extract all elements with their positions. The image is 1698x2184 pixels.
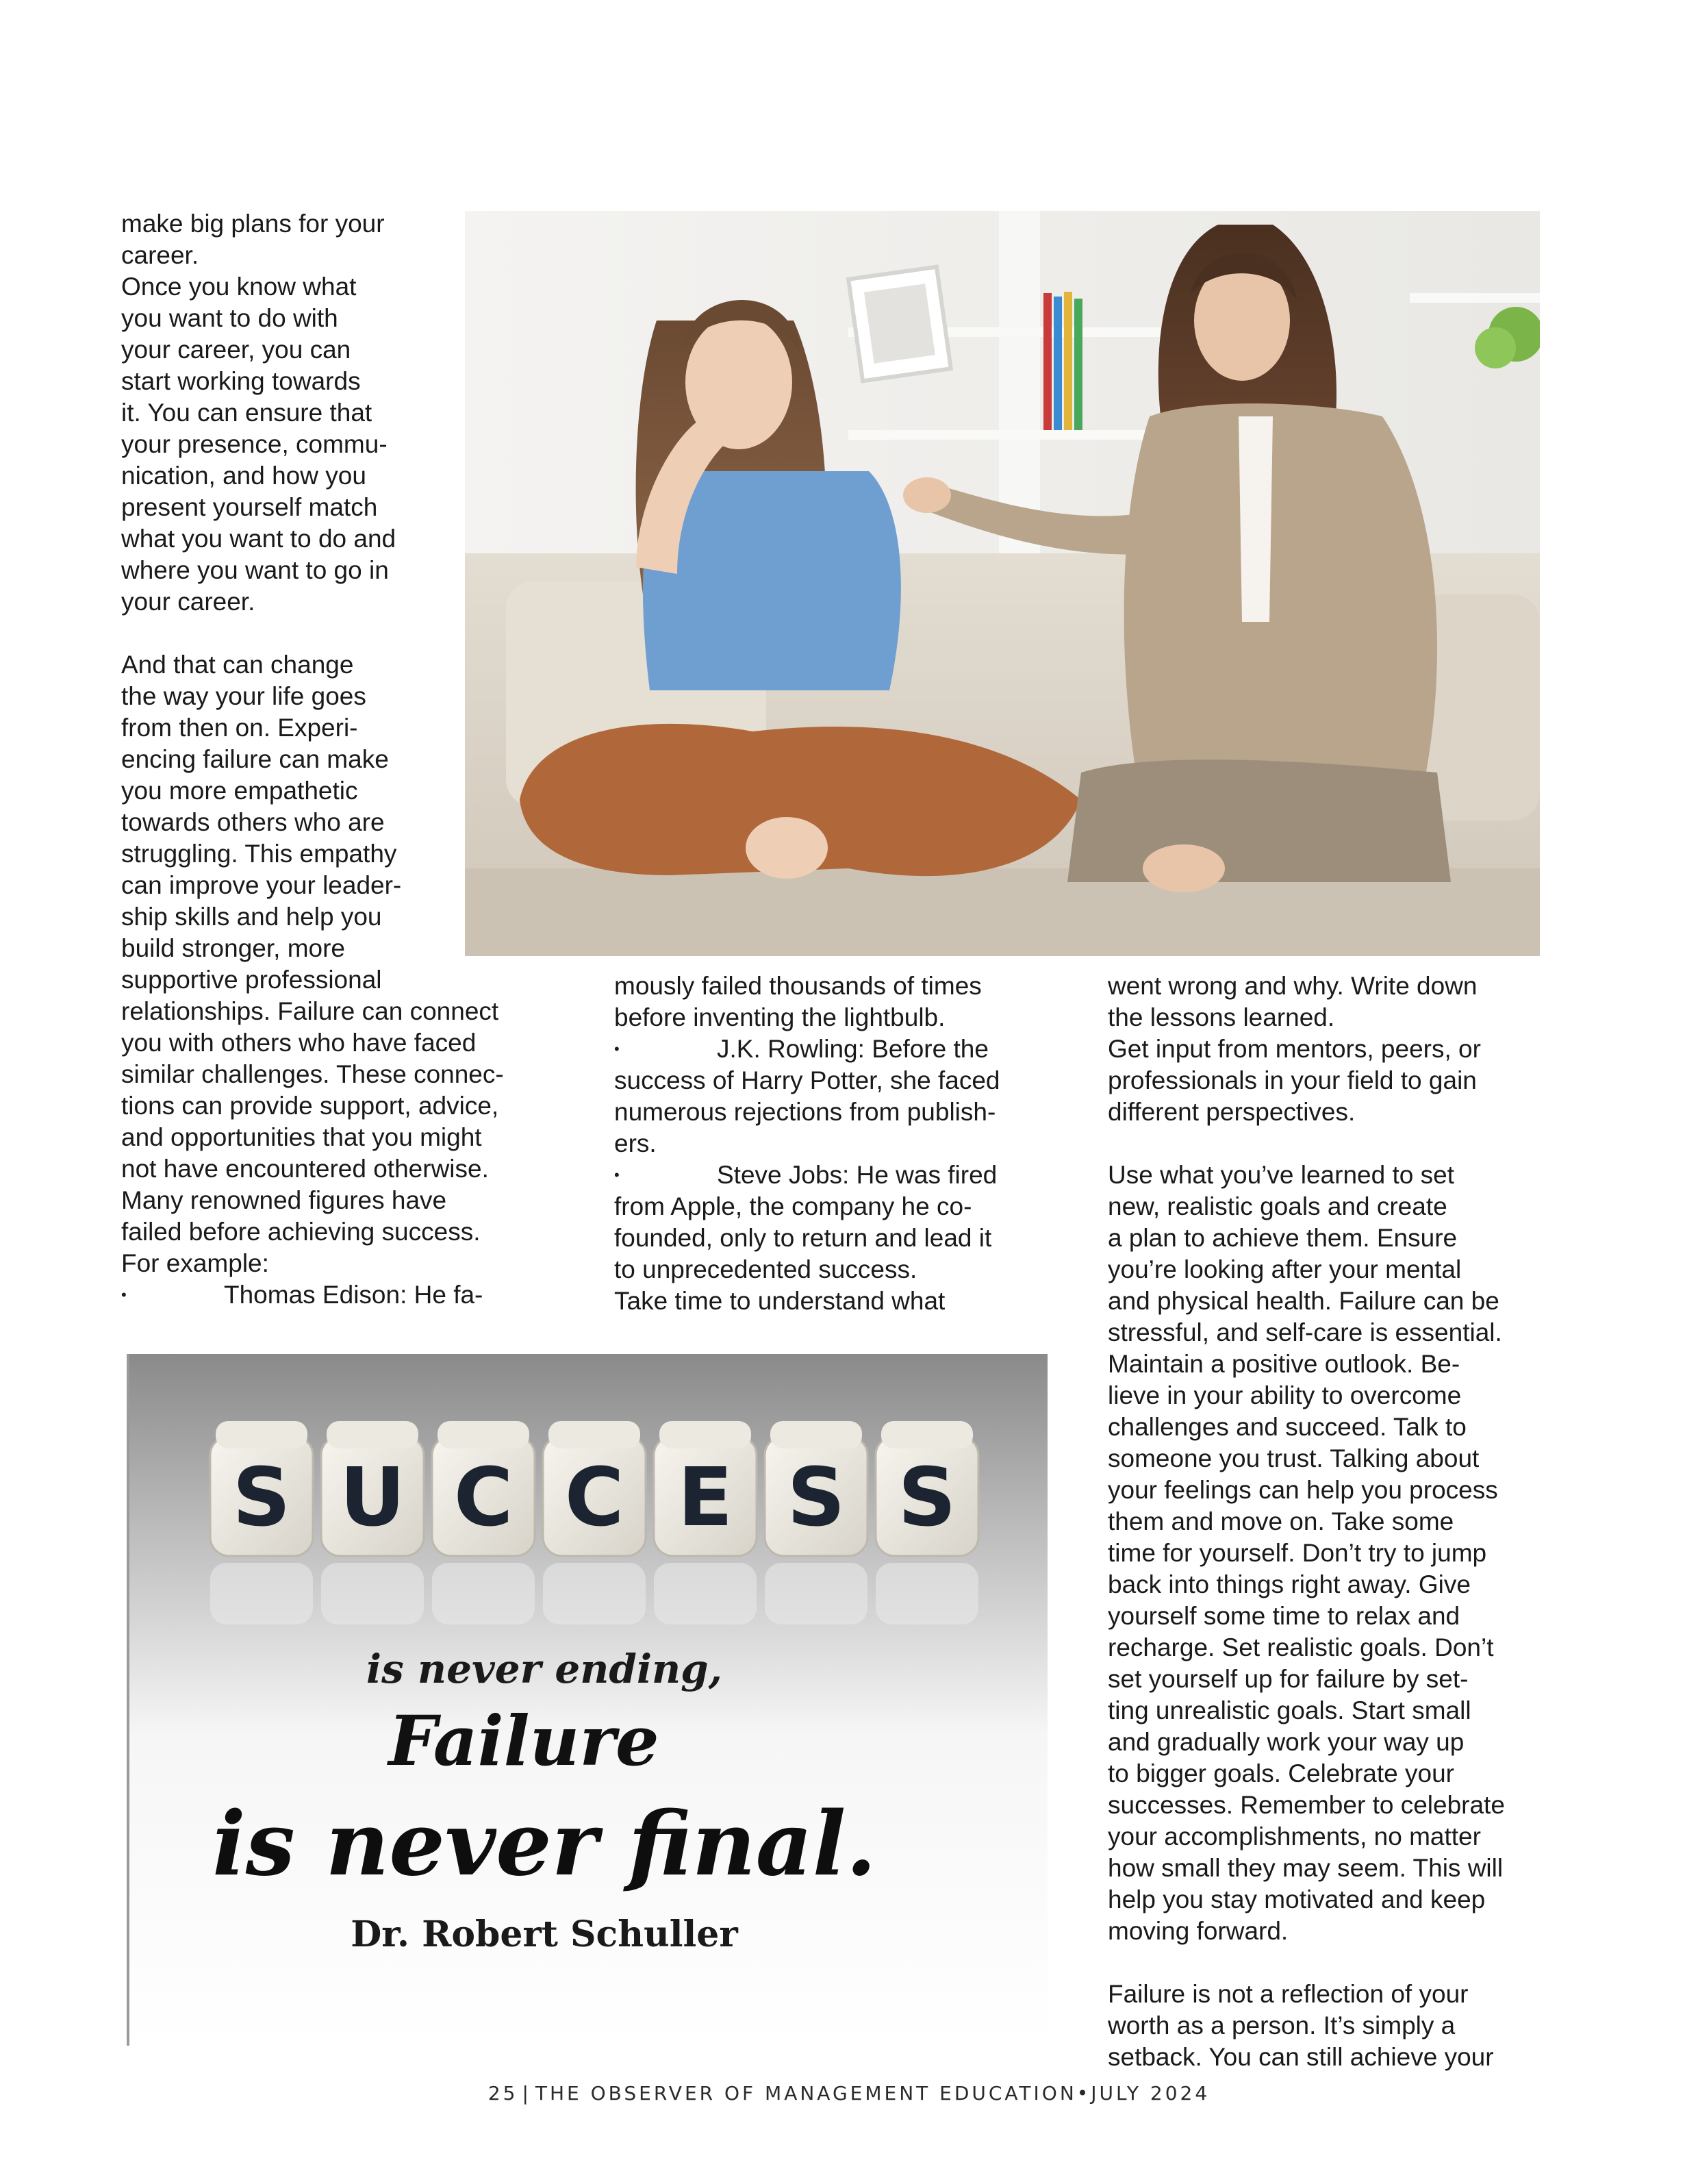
- text-line: not have encountered otherwise.: [121, 1155, 489, 1183]
- bullet-text: [614, 1033, 1066, 1159]
- text-line: time for yourself. Don’t try to jump: [1108, 1539, 1487, 1567]
- die-1: [210, 1421, 313, 1624]
- issue-date: JULY 2024: [1091, 2082, 1211, 2105]
- bullet-glyph: •: [614, 1040, 620, 1057]
- text-line: new, realistic goals and create: [1108, 1192, 1447, 1220]
- text-line: you’re looking after your mental: [1108, 1255, 1462, 1283]
- die-4: [543, 1421, 646, 1624]
- dice-row: [210, 1421, 978, 1624]
- text-line: relationships. Failure can connect: [121, 997, 499, 1025]
- text-line: For example:: [121, 1249, 269, 1277]
- text-line: J.K. Rowling: Before the: [717, 1035, 989, 1063]
- text-line: failed before achieving success.: [121, 1218, 481, 1246]
- text-line: Take time to understand what: [614, 1287, 946, 1315]
- text-line: to bigger goals. Celebrate your: [1108, 1759, 1454, 1787]
- bullet-glyph: •: [121, 1286, 127, 1303]
- text-line: Many renowned figures have: [121, 1186, 447, 1214]
- die-letter: C: [564, 1450, 624, 1544]
- text-line: build stronger, more: [121, 934, 346, 962]
- photo-mother-comforting-daughter: [465, 211, 1540, 956]
- text-line: the lessons learned.: [1108, 1003, 1335, 1031]
- text-line: start working towards: [121, 367, 361, 395]
- text-line: the way your life goes: [121, 682, 366, 710]
- die-letter: E: [677, 1450, 733, 1544]
- text-line: and gradually work your way up: [1108, 1728, 1465, 1756]
- text-line: career.: [121, 241, 199, 269]
- die-letter: S: [787, 1450, 846, 1544]
- text-line: you more empathetic: [121, 777, 358, 805]
- text-line: Once you know what: [121, 273, 357, 301]
- text-line: you with others who have faced: [121, 1029, 477, 1057]
- text-line: setback. You can still achieve your: [1108, 2043, 1494, 2071]
- die-5: [654, 1421, 757, 1624]
- text-line: And that can change: [121, 651, 354, 679]
- die-letter: S: [898, 1450, 956, 1544]
- text-line: worth as a person. It’s simply a: [1108, 2011, 1456, 2039]
- quote-author: Dr. Robert Schuller: [351, 1913, 738, 1955]
- text-line: moving forward.: [1108, 1917, 1289, 1945]
- text-line: to unprecedented success.: [614, 1255, 917, 1283]
- text-line: lieve in your ability to overcome: [1108, 1381, 1462, 1409]
- text-line: you want to do with: [121, 304, 338, 332]
- publication-name: THE OBSERVER OF MANAGEMENT EDUCATION: [535, 2082, 1077, 2105]
- text-line: ship skills and help you: [121, 903, 382, 931]
- text-line: challenges and succeed. Talk to: [1108, 1413, 1467, 1441]
- quote-line-2: Failure: [388, 1700, 659, 1781]
- text-line: supportive professional: [121, 966, 382, 994]
- text-line: mously failed thousands of times: [614, 972, 982, 1000]
- column-3-text: [1108, 970, 1560, 2073]
- text-line: a plan to achieve them. Ensure: [1108, 1224, 1458, 1252]
- paragraph-gap: [1108, 1947, 1560, 1979]
- text-line: towards others who are: [121, 808, 385, 836]
- text-line: from then on. Experi-: [121, 714, 358, 742]
- text-line: them and move on. Take some: [1108, 1507, 1454, 1535]
- text-line: back into things right away. Give: [1108, 1570, 1471, 1598]
- text-line: successes. Remember to celebrate: [1108, 1791, 1505, 1819]
- die-3: [432, 1421, 535, 1624]
- text-line: your career, you can: [121, 336, 351, 364]
- footer-separator: |: [522, 2082, 531, 2105]
- die-7: [876, 1421, 978, 1624]
- text-line: your career.: [121, 588, 255, 616]
- success-failure-quote-image: [127, 1354, 1048, 2046]
- bullet-item: [121, 1279, 559, 1311]
- text-line: Use what you’ve learned to set: [1108, 1161, 1454, 1189]
- page-number: 25: [487, 2082, 518, 2105]
- text-line: similar challenges. These connec-: [121, 1060, 504, 1088]
- die-letter: U: [340, 1450, 405, 1544]
- text-line: founded, only to return and lead it: [614, 1224, 992, 1252]
- footer-dot: •: [1076, 2082, 1091, 2105]
- text-line: present yourself match: [121, 493, 378, 521]
- die-2: [321, 1421, 424, 1624]
- text-line: ers.: [614, 1129, 657, 1157]
- text-line: it. You can ensure that: [121, 399, 372, 427]
- bullet-glyph: •: [614, 1166, 620, 1183]
- text-line: professionals in your field to gain: [1108, 1066, 1477, 1094]
- text-line: set yourself up for failure by set-: [1108, 1665, 1469, 1693]
- text-line: Failure is not a reflection of your: [1108, 1980, 1469, 2008]
- quote-line-3: is never final.: [212, 1793, 876, 1896]
- text-line: what you want to do and: [121, 525, 396, 553]
- text-line: and physical health. Failure can be: [1108, 1287, 1499, 1315]
- text-line: someone you trust. Talking about: [1108, 1444, 1480, 1472]
- paragraph-gap: [1108, 1128, 1560, 1159]
- bullet-text: [614, 1159, 1066, 1285]
- text-line: your feelings can help you process: [1108, 1476, 1498, 1504]
- text-line: Get input from mentors, peers, or: [1108, 1035, 1481, 1063]
- column-2-text: [614, 970, 1066, 1317]
- text-line: how small they may seem. This will: [1108, 1854, 1504, 1882]
- text-line: tions can provide support, advice,: [121, 1092, 499, 1120]
- text-line: and opportunities that you might: [121, 1123, 482, 1151]
- text-line: stressful, and self-care is essential.: [1108, 1318, 1502, 1346]
- text-line: your accomplishments, no matter: [1108, 1822, 1481, 1850]
- page-footer: [0, 2082, 1698, 2105]
- text-line: success of Harry Potter, she faced: [614, 1066, 1000, 1094]
- bullet-item: [614, 1159, 1066, 1285]
- die-6: [765, 1421, 867, 1624]
- text-line: struggling. This empathy: [121, 840, 397, 868]
- text-line: help you stay motivated and keep: [1108, 1885, 1486, 1913]
- text-line: Steve Jobs: He was fired: [717, 1161, 998, 1189]
- text-line: from Apple, the company he co-: [614, 1192, 972, 1220]
- bullet-text: [224, 1279, 559, 1311]
- die-letter: C: [453, 1450, 514, 1544]
- text-line: ting unrealistic goals. Start small: [1108, 1696, 1471, 1724]
- text-line: your presence, commu-: [121, 430, 388, 458]
- bullet-item: [614, 1033, 1066, 1159]
- text-line: can improve your leader-: [121, 871, 402, 899]
- text-line: where you want to go in: [121, 556, 389, 584]
- text-line: yourself some time to relax and: [1108, 1602, 1460, 1630]
- text-line: recharge. Set realistic goals. Don’t: [1108, 1633, 1494, 1661]
- text-line: numerous rejections from publish-: [614, 1098, 996, 1126]
- text-line: Maintain a positive outlook. Be-: [1108, 1350, 1460, 1378]
- text-line: make big plans for your: [121, 210, 385, 238]
- quote-line-1: is never ending,: [366, 1646, 722, 1692]
- text-line: different perspectives.: [1108, 1098, 1356, 1126]
- text-line: went wrong and why. Write down: [1108, 972, 1478, 1000]
- text-line: nication, and how you: [121, 462, 366, 490]
- text-line: encing failure can make: [121, 745, 389, 773]
- text-line: Thomas Edison: He fa-: [224, 1281, 483, 1309]
- text-line: before inventing the lightbulb.: [614, 1003, 946, 1031]
- die-letter: S: [232, 1450, 291, 1544]
